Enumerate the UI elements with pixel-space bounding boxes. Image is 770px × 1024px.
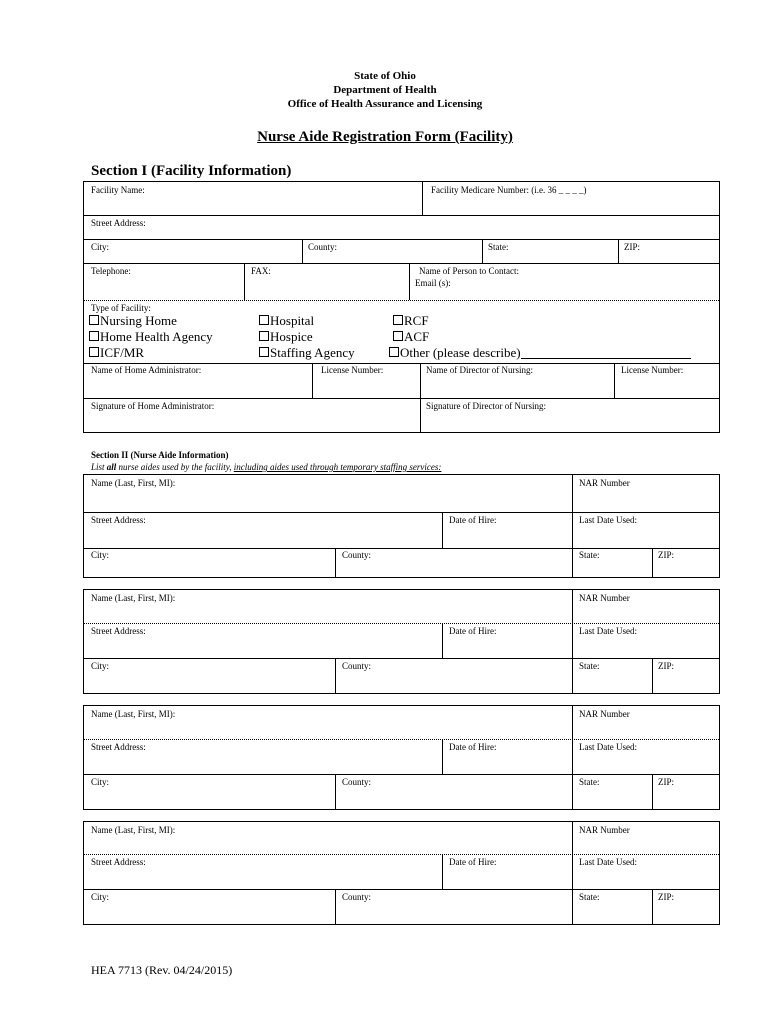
aide-street-address-field[interactable]: Street Address: (91, 857, 146, 867)
other-describe-line[interactable] (521, 346, 691, 359)
city-field[interactable]: City: (91, 242, 110, 252)
header-state: State of Ohio (354, 70, 416, 82)
aide-street-address-field[interactable]: Street Address: (91, 515, 146, 525)
facility-info-table (83, 181, 720, 433)
section2-instruction: List all nurse aides used by the facility, including aides used through temporary staffing services: (91, 462, 442, 472)
zip-field[interactable]: ZIP: (624, 242, 641, 252)
aide-city-field[interactable]: City: (91, 777, 110, 787)
facility-name-field[interactable]: Facility Name: (91, 185, 145, 195)
fax-field[interactable]: FAX: (251, 266, 271, 276)
aide-state-field[interactable]: State: (579, 892, 600, 902)
director-of-nursing-name-field[interactable]: Name of Director of Nursing: (426, 365, 533, 375)
aide-block-2 (83, 589, 720, 694)
aide-name-field[interactable]: Name (Last, First, MI): (91, 593, 176, 603)
aide-last-date-used-field[interactable]: Last Date Used: (579, 857, 637, 867)
aide-date-of-hire-field[interactable]: Date of Hire: (449, 742, 497, 752)
checkbox-nursing-home[interactable]: Nursing Home (89, 313, 177, 329)
checkbox-other[interactable]: Other (please describe) (389, 345, 691, 361)
aide-date-of-hire-field[interactable]: Date of Hire: (449, 626, 497, 636)
form-title: Nurse Aide Registration Form (Facility) (257, 129, 513, 145)
checkbox-hospice[interactable]: Hospice (259, 329, 313, 345)
aide-last-date-used-field[interactable]: Last Date Used: (579, 515, 637, 525)
checkbox-staffing-agency[interactable]: Staffing Agency (259, 345, 355, 361)
checkbox-icf-mr[interactable]: ICF/MR (89, 345, 144, 361)
aide-state-field[interactable]: State: (579, 550, 600, 560)
street-address-field[interactable]: Street Address: (91, 218, 146, 228)
aide-zip-field[interactable]: ZIP: (658, 777, 675, 787)
aide-date-of-hire-field[interactable]: Date of Hire: (449, 857, 497, 867)
aide-name-field[interactable]: Name (Last, First, MI): (91, 825, 176, 835)
aide-street-address-field[interactable]: Street Address: (91, 626, 146, 636)
email-field[interactable]: Email (s): (415, 278, 451, 288)
section1-title: Section I (Facility Information) (91, 163, 292, 179)
medicare-number-field[interactable]: Facility Medicare Number: (i.e. 36 _ _ _ _) (431, 185, 587, 195)
administrator-license-number-field[interactable]: License Number: (321, 365, 384, 375)
aide-nar-number-field[interactable]: NAR Number (579, 478, 630, 488)
aide-nar-number-field[interactable]: NAR Number (579, 709, 630, 719)
aide-block-4 (83, 821, 720, 925)
state-field[interactable]: State: (488, 242, 509, 252)
telephone-field[interactable]: Telephone: (91, 266, 131, 276)
aide-state-field[interactable]: State: (579, 777, 600, 787)
header-office: Office of Health Assurance and Licensing (287, 98, 483, 110)
aide-city-field[interactable]: City: (91, 892, 110, 902)
checkbox-hospital[interactable]: Hospital (259, 313, 314, 329)
aide-state-field[interactable]: State: (579, 661, 600, 671)
aide-city-field[interactable]: City: (91, 550, 110, 560)
aide-name-field[interactable]: Name (Last, First, MI): (91, 709, 176, 719)
director-license-number-field[interactable]: License Number: (621, 365, 684, 375)
home-administrator-signature-field[interactable]: Signature of Home Administrator: (91, 401, 215, 411)
aide-county-field[interactable]: County: (342, 777, 372, 787)
aide-nar-number-field[interactable]: NAR Number (579, 593, 630, 603)
aide-county-field[interactable]: County: (342, 661, 372, 671)
county-field[interactable]: County: (308, 242, 338, 252)
home-administrator-name-field[interactable]: Name of Home Administrator: (91, 365, 202, 375)
aide-zip-field[interactable]: ZIP: (658, 892, 675, 902)
header-department: Department of Health (333, 84, 437, 96)
aide-nar-number-field[interactable]: NAR Number (579, 825, 630, 835)
aide-county-field[interactable]: County: (342, 892, 372, 902)
aide-name-field[interactable]: Name (Last, First, MI): (91, 478, 176, 488)
section2-title: Section II (Nurse Aide Information) (91, 450, 229, 460)
aide-last-date-used-field[interactable]: Last Date Used: (579, 742, 637, 752)
aide-county-field[interactable]: County: (342, 550, 372, 560)
contact-person-field[interactable]: Name of Person to Contact: (419, 266, 519, 276)
aide-last-date-used-field[interactable]: Last Date Used: (579, 626, 637, 636)
aide-city-field[interactable]: City: (91, 661, 110, 671)
checkbox-acf[interactable]: ACF (393, 329, 429, 345)
type-of-facility-label: Type of Facility: (91, 303, 151, 313)
aide-block-3 (83, 705, 720, 810)
form-footer: HEA 7713 (Rev. 04/24/2015) (91, 963, 233, 977)
aide-street-address-field[interactable]: Street Address: (91, 742, 146, 752)
checkbox-home-health-agency[interactable]: Home Health Agency (89, 329, 213, 345)
aide-zip-field[interactable]: ZIP: (658, 661, 675, 671)
aide-zip-field[interactable]: ZIP: (658, 550, 675, 560)
aide-block-1 (83, 474, 720, 578)
director-of-nursing-signature-field[interactable]: Signature of Director of Nursing: (426, 401, 546, 411)
aide-date-of-hire-field[interactable]: Date of Hire: (449, 515, 497, 525)
checkbox-rcf[interactable]: RCF (393, 313, 429, 329)
